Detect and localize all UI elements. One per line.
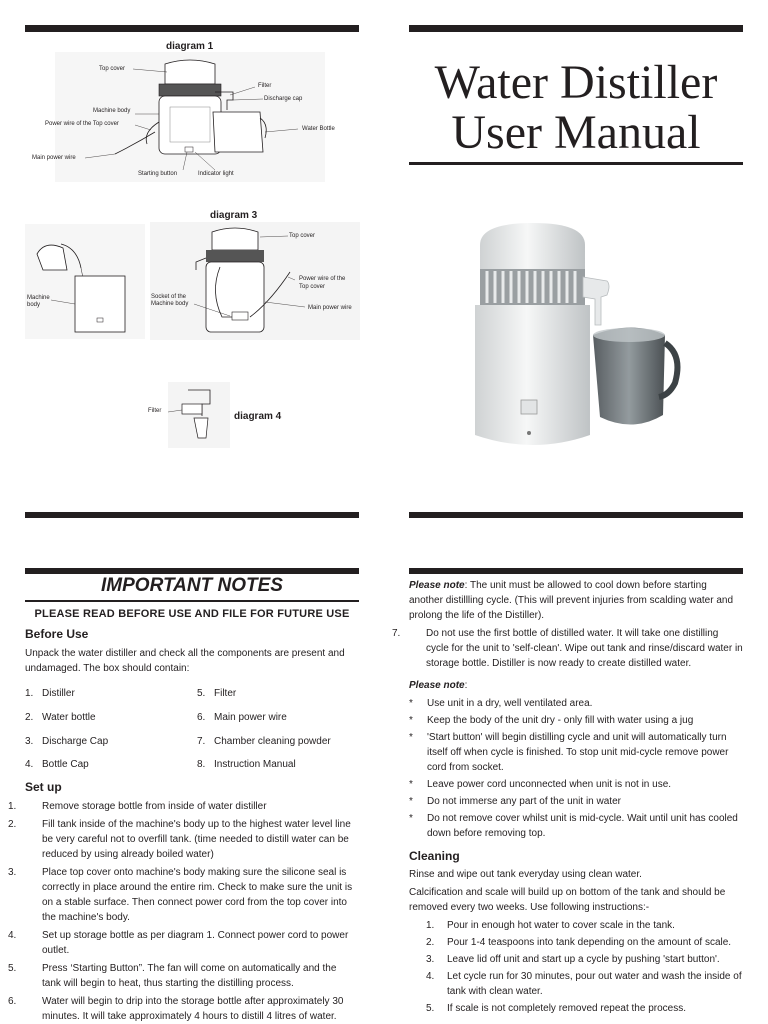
note-colon: : — [464, 680, 468, 691]
list-item — [25, 710, 96, 725]
step-text: Place top cover onto machine's body making sure the silicone seal is correctly in place around the entire rim. Check to make sure the unit is on a stable surface. Then connect power cord from the top cover into the machine's body. — [42, 867, 353, 923]
cleaning-step — [409, 952, 743, 967]
item-text: Distiller — [42, 688, 75, 699]
diagram-1-drawing — [55, 52, 325, 182]
set-up-step — [8, 865, 358, 925]
notes-subtitle: PLEASE READ BEFORE USE AND FILE FOR FUTURE USE — [34, 608, 350, 620]
notes-top-rule — [25, 568, 359, 574]
before-use-intro: Unpack the water distiller and check all the components are present and undamaged. The box should contain: — [25, 648, 345, 674]
item-text: Filter — [214, 688, 237, 699]
step-number: 3. — [426, 954, 435, 965]
cover-title — [409, 58, 743, 158]
cleaning-step — [409, 935, 743, 950]
callout-filter: Filter — [258, 83, 272, 89]
step-text: Water will begin to drip into the storage bottle after approximately 30 minutes. It will take approximately 4 hours to distill 4 litres of water. — [42, 996, 344, 1022]
list-item — [197, 734, 331, 749]
cleaning-para-2: Calcification and scale will build up on bottom of the tank and should be removed every two weeks. Use following instructions:- — [409, 887, 726, 913]
d2-callout-machine-l1: Machine — [27, 295, 50, 301]
safety-bullet — [409, 794, 743, 809]
item-text: Instruction Manual — [214, 759, 296, 770]
item-number: 3. — [25, 736, 34, 747]
item-text: Bottle Cap — [42, 759, 89, 770]
mid-left-rule — [25, 512, 359, 518]
set-up-step — [8, 928, 358, 958]
safety-bullet — [409, 696, 743, 711]
step-number: 2. — [8, 819, 17, 830]
item-text: Main power wire — [214, 712, 287, 723]
bullet-text: Do not remove cover whilst unit is mid-cycle. Wait until unit has cooled down before removing top. — [427, 813, 738, 839]
bullet-star-icon: * — [409, 715, 413, 726]
set-up-step — [8, 799, 358, 814]
step-text: Let cycle run for 30 minutes, pour out water and wash the inside of tank with clean water. — [447, 971, 742, 997]
notes-title-rule — [25, 600, 359, 602]
cleaning-para-1: Rinse and wipe out tank everyday using clean water. — [409, 869, 642, 880]
step-number: 4. — [426, 971, 435, 982]
callout-top-cover: Top cover — [99, 66, 126, 72]
item-number: 6. — [197, 712, 206, 723]
step-text: Pour 1-4 teaspoons into tank depending on the amount of scale. — [447, 937, 732, 948]
diagram-4-drawing — [168, 382, 230, 448]
step-text: Set up storage bottle as per diagram 1. Connect power cord to power outlet. — [42, 930, 349, 956]
bullet-star-icon: * — [409, 732, 413, 743]
set-up-heading: Set up — [25, 780, 62, 794]
callout-starting-button: Starting button — [138, 171, 178, 177]
bullet-star-icon: * — [409, 698, 413, 709]
callout-main-power-wire: Main power wire — [32, 155, 76, 161]
safety-note-heading — [409, 678, 743, 693]
item-number: 2. — [25, 712, 34, 723]
step-text: Press ‘Starting Button”. The fan will come on automatically and the tank will begin to heat, thus starting the distilling process. — [42, 963, 337, 989]
step-text: If scale is not completely removed repeat the process. — [447, 1003, 687, 1014]
bullet-text: Keep the body of the unit dry - only fill with water using a jug — [427, 715, 694, 726]
cleaning-heading: Cleaning — [409, 849, 460, 863]
bullet-star-icon: * — [409, 779, 413, 790]
safety-bullet — [409, 777, 743, 792]
top-right-rule — [409, 25, 743, 32]
d2-callout-machine-l2: body — [27, 302, 41, 308]
step-number: 4. — [8, 930, 17, 941]
note-label: Please note — [409, 680, 465, 691]
set-up-step — [8, 994, 358, 1024]
list-item — [197, 686, 236, 701]
d3-callout-socket-l2: Machine body — [151, 301, 189, 307]
bullet-star-icon: * — [409, 813, 413, 824]
cleaning-step — [409, 918, 743, 933]
set-up-step-7 — [392, 626, 743, 671]
item-number: 7. — [197, 736, 206, 747]
step-number: 1. — [8, 801, 17, 812]
safety-bullet — [409, 730, 743, 775]
step-text: Pour in enough hot water to cover scale in the tank. — [447, 920, 675, 931]
callout-machine-body: Machine body — [93, 108, 131, 114]
cover-title-rule — [409, 162, 743, 165]
right-column — [392, 578, 743, 1024]
step-number: 3. — [8, 867, 17, 878]
callout-water-bottle: Water Bottle — [302, 126, 335, 132]
item-number: 8. — [197, 759, 206, 770]
set-up-step — [8, 817, 358, 862]
list-item — [25, 686, 75, 701]
safety-bullet — [409, 811, 743, 841]
item-number: 5. — [197, 688, 206, 699]
cleaning-step — [409, 969, 743, 999]
set-up-steps — [8, 799, 358, 1024]
callout-indicator-light: Indicator light — [198, 171, 234, 177]
list-item — [25, 757, 89, 772]
step-text: Remove storage bottle from inside of water distiller — [42, 801, 267, 812]
step-number: 1. — [426, 920, 435, 931]
callout-power-wire-top-cover: Power wire of the Top cover — [45, 121, 119, 127]
diagram-1-label: diagram 1 — [166, 41, 214, 52]
list-item — [197, 757, 296, 772]
step-text: Leave lid off unit and start up a cycle by pushing 'start button'. — [447, 954, 720, 965]
step-number: 7. — [392, 628, 401, 639]
item-number: 1. — [25, 688, 34, 699]
notes-title: IMPORTANT NOTES — [101, 575, 283, 596]
step-text: Do not use the first bottle of distilled water. It will take one distilling cycle for the unit to 'self-clean'. Wipe out tank and rinse/discard water in storage bottle. Distiller is now ready to create distilled water. — [426, 628, 743, 669]
cover-title-line1: Water Distiller — [434, 56, 718, 109]
cleaning-step — [409, 1001, 743, 1016]
step-text: Fill tank inside of the machine's body up to the highest water level line be very careful not to overfill tank. (time needed to distill water can be reduced by using already boiled water) — [42, 819, 351, 860]
safety-bullet — [409, 713, 743, 728]
list-item — [197, 710, 287, 725]
d4-callout-filter: Filter — [148, 408, 162, 414]
diagram-2-drawing — [25, 224, 145, 339]
d3-callout-power-wire-l2: Top cover — [299, 284, 326, 290]
diagram-3-label: diagram 3 — [210, 210, 258, 221]
list-item — [25, 734, 108, 749]
d3-callout-power-wire-l1: Power wire of the — [299, 276, 346, 282]
item-text: Water bottle — [42, 712, 96, 723]
cover-title-line2: User Manual — [451, 106, 701, 159]
before-use-heading: Before Use — [25, 627, 89, 641]
cooldown-note — [409, 578, 743, 623]
bullet-text: Do not immerse any part of the unit in water — [427, 796, 621, 807]
callout-discharge-cap: Discharge cap — [264, 96, 303, 102]
step-number: 5. — [426, 1003, 435, 1014]
note-text: : The unit must be allowed to cool down before starting another distillling cycle. (This will prevent injuries from scalding water and prolong the life of the Distiller). — [409, 580, 734, 621]
step-number: 6. — [8, 996, 17, 1007]
mid-right-rule — [409, 512, 743, 518]
d3-callout-socket-l1: Socket of the — [151, 294, 187, 300]
item-number: 4. — [25, 759, 34, 770]
note-label: Please note — [409, 580, 465, 591]
bullet-text: Use unit in a dry, well ventilated area. — [427, 698, 593, 709]
d3-callout-main-power-wire: Main power wire — [308, 305, 352, 311]
top-left-rule — [25, 25, 359, 32]
product-photo — [455, 205, 745, 475]
diagram-4-label: diagram 4 — [234, 411, 282, 422]
d3-callout-top-cover: Top cover — [289, 233, 316, 239]
item-text: Chamber cleaning powder — [214, 736, 331, 747]
bullet-text: Leave power cord unconnected when unit is not in use. — [427, 779, 672, 790]
bullet-text: 'Start button' will begin distilling cycle and unit will automatically turn itself off when cycle is finished. To stop unit mid-cycle remove power cord from socket. — [427, 732, 729, 773]
bullet-star-icon: * — [409, 796, 413, 807]
right-bottom-top-rule — [409, 568, 743, 574]
step-number: 2. — [426, 937, 435, 948]
set-up-step — [8, 961, 358, 991]
step-number: 5. — [8, 963, 17, 974]
item-text: Discharge Cap — [42, 736, 109, 747]
